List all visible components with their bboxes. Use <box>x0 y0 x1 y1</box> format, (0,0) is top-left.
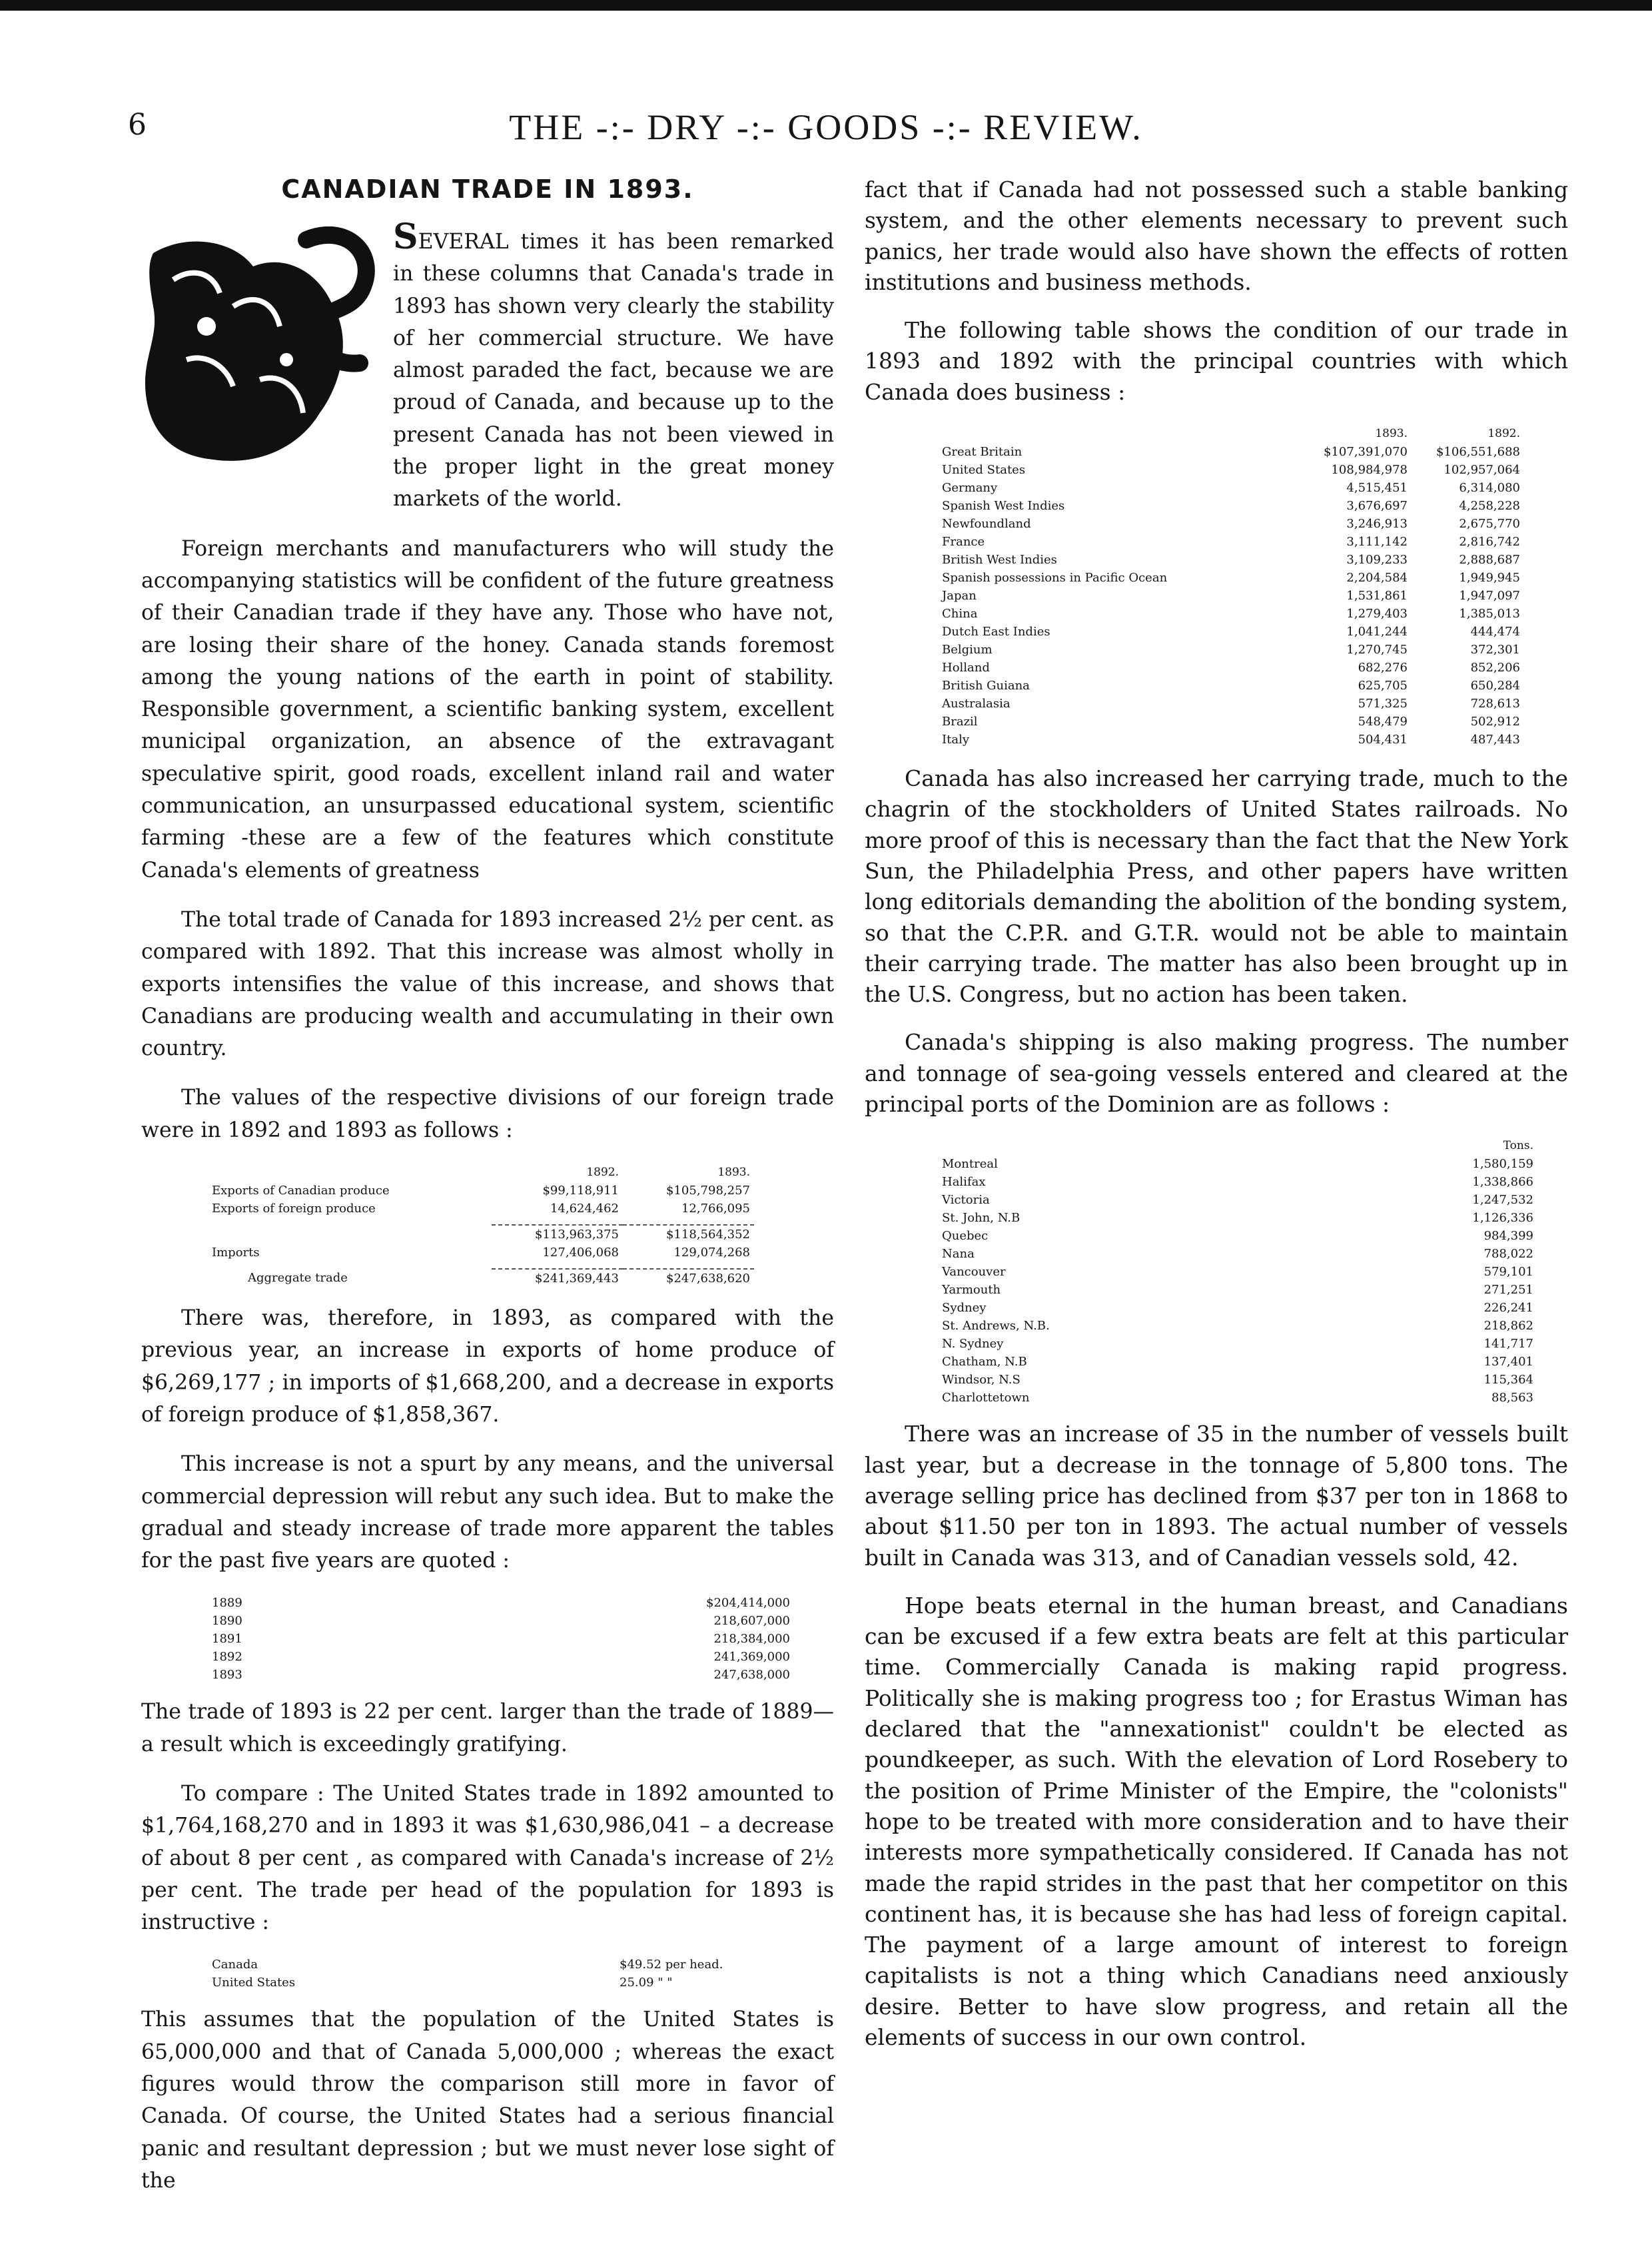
cell-value: 247,638,000 <box>713 1668 790 1683</box>
table-row <box>938 443 1524 461</box>
table-row <box>938 1371 1537 1389</box>
row-label: United States <box>942 463 1026 478</box>
column-year-1893: 1893. <box>1375 427 1408 441</box>
cell-value: 984,399 <box>1483 1229 1533 1244</box>
cell-value: 218,384,000 <box>713 1632 790 1647</box>
row-label: Yarmouth <box>942 1283 1001 1298</box>
paragraph-6: This increase is not a spurt by any means, and the universal commercial depression will rebut any such idea. But to make the gradual and steady increase of trade more apparent the tables for the past five years are quoted : <box>141 1452 834 1573</box>
cell-value: 3,109,233 <box>1346 553 1408 567</box>
page-number: 6 <box>128 108 147 142</box>
countries-trade-table <box>938 425 1524 749</box>
cell-value: 1,270,745 <box>1346 643 1408 657</box>
row-label: Aggregate trade <box>248 1271 348 1286</box>
cell-value: 226,241 <box>1483 1301 1533 1315</box>
cell-value: 1,279,403 <box>1346 607 1408 621</box>
column-year-1893: 1893. <box>717 1166 750 1180</box>
publication-header: THE -:- DRY -:- GOODS -:- REVIEW. <box>509 107 1143 147</box>
cell-value: $99,118,911 <box>542 1184 619 1198</box>
row-label: 1889 <box>212 1596 242 1611</box>
column-year-1892: 1892. <box>1487 427 1520 441</box>
row-label: Newfoundland <box>942 517 1031 532</box>
cell-value: 2,888,687 <box>1459 553 1520 567</box>
table-row <box>938 1209 1537 1227</box>
row-label: Imports <box>212 1246 260 1260</box>
table-row <box>208 1666 794 1684</box>
table-row <box>208 1956 794 1974</box>
aggregate-row <box>208 1269 754 1288</box>
cell-value: 1,041,244 <box>1346 625 1408 639</box>
row-label: St. Andrews, N.B. <box>942 1319 1050 1333</box>
paragraph-4: The values of the respective divisions of our foreign trade were in 1892 and 1893 as follows : <box>141 1086 834 1142</box>
table-row <box>208 1182 754 1200</box>
drop-cap-letter: S <box>393 216 418 257</box>
imports-row <box>208 1244 754 1262</box>
row-label: 1890 <box>212 1614 242 1629</box>
row-label: Australasia <box>942 697 1011 711</box>
cell-value: $105,798,257 <box>666 1184 750 1198</box>
row-label: Germany <box>942 481 998 496</box>
cell-value: 88,563 <box>1491 1391 1533 1405</box>
row-label: Exports of Canadian produce <box>212 1184 390 1198</box>
paragraph-7: The trade of 1893 is 22 per cent. larger than the trade of 1889—a result which is exceedingly gratifying. <box>141 1700 834 1756</box>
cell-value: 127,406,068 <box>542 1246 619 1260</box>
paragraph-13: Canada's shipping is also making progress. The number and tonnage of sea-going vessels entered and cleared at the principal ports of the Dominion are as follows : <box>865 1029 1568 1118</box>
cell-value: 852,206 <box>1470 661 1520 675</box>
table-row <box>938 461 1524 479</box>
left-column <box>141 175 834 2214</box>
table-row <box>938 569 1524 587</box>
cell-value: 2,816,742 <box>1459 535 1520 550</box>
row-label: Japan <box>942 589 977 603</box>
table-row <box>938 1191 1537 1209</box>
cell-value: 1,247,532 <box>1472 1193 1533 1208</box>
cell-value: 682,276 <box>1358 661 1408 675</box>
row-label: Vancouver <box>942 1265 1006 1280</box>
cell-value: 444,474 <box>1470 625 1520 639</box>
table-row <box>208 1648 794 1666</box>
table-row <box>938 1299 1537 1317</box>
cell-value: 625,705 <box>1358 679 1408 693</box>
column-year-1892: 1892. <box>586 1166 619 1180</box>
cell-value: 14,624,462 <box>550 1202 619 1216</box>
table-row <box>938 479 1524 497</box>
row-label: Sydney <box>942 1301 987 1315</box>
table-header-row <box>208 1164 754 1182</box>
paragraph-3: The total trade of Canada for 1893 increased 2½ per cent. as compared with 1892. That this increase was almost wholly in exports intensifies the value of this increase, and shows that Canadians are producing wealth and accumulating in their own country. <box>141 907 834 1061</box>
paragraph-11: The following table shows the condition of our trade in 1893 and 1892 with the principal countries with which Canada does business : <box>865 317 1568 405</box>
table-row <box>208 1974 794 1992</box>
table-row <box>938 1263 1537 1281</box>
table-row <box>938 1353 1537 1371</box>
row-label: China <box>942 607 978 621</box>
cell-value: $247,638,620 <box>623 1269 754 1288</box>
table-row <box>938 695 1524 713</box>
table-row <box>208 1612 794 1630</box>
cell-value: 3,246,913 <box>1346 517 1408 532</box>
row-label: 1893 <box>212 1668 242 1683</box>
article-title: CANADIAN TRADE IN 1893. <box>281 175 694 204</box>
cell-value: 6,314,080 <box>1459 481 1520 496</box>
cell-value: 218,862 <box>1483 1319 1533 1333</box>
row-label: British West Indies <box>942 553 1057 567</box>
table-row <box>938 623 1524 641</box>
table-row <box>938 1281 1537 1299</box>
paragraph-2: Foreign merchants and manufacturers who will study the accompanying statistics will be confident of the future greatness of their Canadian trade if they have any. Those who have not, are losing their share of the honey. Canada stands foremost among the young nations of the earth in point of stability. Responsible government, a scientific banking system, excellent municipal organization, an absence of the extravagant speculative spirit, good roads, excellent inland rail and water communication, an unsurpassed educational system, scientific farming -these are a few of the features which constitute Canada's elements of greatness <box>141 536 834 883</box>
cell-value: $107,391,070 <box>1324 445 1408 460</box>
cell-value: 1,531,861 <box>1346 589 1408 603</box>
cell-value: 2,675,770 <box>1459 517 1520 532</box>
cell-value: $113,963,375 <box>492 1225 623 1244</box>
cell-value: $241,369,443 <box>492 1269 623 1288</box>
table-row <box>938 1335 1537 1353</box>
cell-value: 1,338,866 <box>1472 1175 1533 1190</box>
table-row <box>938 1227 1537 1245</box>
cell-value: 271,251 <box>1483 1283 1533 1298</box>
row-label: United States <box>212 1976 296 1990</box>
paragraph-14: There was an increase of 35 in the number of vessels built last year, but a decrease in the tonnage of 5,800 tons. The average selling price has declined from $37 per ton in 1868 to about $11.50 per ton in 1893. The actual number of vessels built in Canada was 313, and of Canadian vessels sold, 42. <box>865 1421 1568 1571</box>
subtotal-row <box>208 1225 754 1244</box>
row-label: Canada <box>212 1958 258 1972</box>
table-row <box>938 1173 1537 1191</box>
column-tons: Tons. <box>1503 1139 1533 1153</box>
cell-value: 141,717 <box>1483 1337 1533 1351</box>
cell-value: 12,766,095 <box>681 1202 750 1216</box>
row-label: Dutch East Indies <box>942 625 1050 639</box>
cell-value: 487,443 <box>1470 733 1520 747</box>
five-year-trade-table <box>208 1594 794 1684</box>
table-row <box>938 1245 1537 1263</box>
table-row <box>938 551 1524 569</box>
table-row <box>938 605 1524 623</box>
row-label: Exports of foreign produce <box>212 1202 376 1216</box>
table-row <box>208 1594 794 1612</box>
cell-value: 571,325 <box>1358 697 1408 711</box>
row-label: St. John, N.B <box>942 1211 1021 1226</box>
row-label: Nana <box>942 1247 975 1262</box>
row-label: Quebec <box>942 1229 989 1244</box>
paragraph-8: To compare : The United States trade in 1892 amounted to $1,764,168,270 and in 1893 it was $1,630,986,041 – a decrease of about 8 per cent , as compared with Canada's increase of 2½ per cent. The trade per head of the population for 1893 is instructive : <box>141 1781 834 1935</box>
row-label: Spanish West Indies <box>942 499 1065 514</box>
row-label: N. Sydney <box>942 1337 1004 1351</box>
cell-value: 650,284 <box>1470 679 1520 693</box>
paragraph-5: There was, therefore, in 1893, as compared with the previous year, an increase in exports of home produce of $6,269,177 ; in imports of $1,668,200, and a decrease in exports of foreign produce of $1,858,367. <box>141 1306 834 1427</box>
table-row <box>938 713 1524 731</box>
shipping-tonnage-table <box>938 1137 1537 1407</box>
paragraph-1 <box>141 216 834 516</box>
cell-value: $118,564,352 <box>623 1225 754 1244</box>
table-header-row <box>938 425 1524 443</box>
cell-value: 4,258,228 <box>1459 499 1520 514</box>
paragraph-10: fact that if Canada had not possessed such a stable banking system, and the other elements necessary to prevent such panics, her trade would also have shown the effects of rotten institutions and business methods. <box>865 177 1568 295</box>
row-label: Holland <box>942 661 990 675</box>
cell-value: 1,126,336 <box>1472 1211 1533 1226</box>
row-label: Charlottetown <box>942 1391 1030 1405</box>
row-label: France <box>942 535 985 550</box>
cell-value: 218,607,000 <box>713 1614 790 1629</box>
row-label: Brazil <box>942 715 978 729</box>
row-label: Halifax <box>942 1175 986 1190</box>
row-label: British Guiana <box>942 679 1030 693</box>
paragraph-15: Hope beats eternal in the human breast, and Canadians can be excused if a few extra beats are felt at this particular time. Commercially Canada is making rapid progress. Politically she is making progress too ; for Erastus Wiman has declared that the "annexationist" couldn't be elected as poundkeeper, as such. With the elevation of Lord Rosebery to the position of Prime Minister of the Empire, the "colonists" hope to be treated with more consideration and to have their interests more sympathetically considered. If Canada has not made the rapid strides in the past that her competitor on this continent has, it is because she has had less of foreign capital. The payment of a large amount of interest to foreign capitalists is not a thing which Canadians need anxiously desire. Better to have slow progress, and retain all the elements of success in our own control. <box>865 1592 1568 2050</box>
cell-value: 3,676,697 <box>1346 499 1408 514</box>
row-label: Windsor, N.S <box>942 1373 1021 1387</box>
cell-value: 241,369,000 <box>713 1650 790 1665</box>
row-label: 1891 <box>212 1632 242 1647</box>
table-row <box>938 731 1524 749</box>
page-top-border <box>0 0 1652 11</box>
cell-value: 25.09 " " <box>620 1976 673 1990</box>
cell-value: 728,613 <box>1470 697 1520 711</box>
row-label: Chatham, N.B <box>942 1355 1027 1369</box>
cell-value: 1,949,945 <box>1459 571 1520 585</box>
row-label: Spanish possessions in Pacific Ocean <box>942 571 1168 585</box>
cell-value: 1,385,013 <box>1459 607 1520 621</box>
cell-value: 788,022 <box>1483 1247 1533 1262</box>
ornamental-initial <box>133 226 381 480</box>
row-label: Belgium <box>942 643 993 657</box>
cell-value: 372,301 <box>1470 643 1520 657</box>
cell-value: 108,984,978 <box>1331 463 1408 478</box>
table-row <box>938 533 1524 551</box>
trade-divisions-table <box>208 1164 754 1288</box>
table-row <box>938 641 1524 659</box>
table-row <box>938 677 1524 695</box>
table-row <box>938 515 1524 533</box>
cell-value: 2,204,584 <box>1346 571 1408 585</box>
table-row <box>938 659 1524 677</box>
ornamental-initial-icon <box>133 226 381 480</box>
paragraph-1-text: EVERAL times it has been remarked in these columns that Canada's trade in 1893 has shown very clearly the stability of her commercial structure. We have almost paraded the fact, because we are proud of Canada, and because up to the present Canada has not been viewed in the proper light in the great money markets of the world. <box>393 230 834 512</box>
row-label: Montreal <box>942 1157 998 1172</box>
table-row <box>938 587 1524 605</box>
table-row <box>938 1317 1537 1335</box>
table-row <box>938 497 1524 515</box>
cell-value: $106,551,688 <box>1436 445 1520 460</box>
paragraph-9: This assumes that the population of the United States is 65,000,000 and that of Canada 5,000,000 ; whereas the exact figures would throw the comparison still more in favor of Canada. Of course, the United States had a serious financial panic and resultant depression ; but we must never lose sight of the <box>141 2008 834 2193</box>
cell-value: 504,431 <box>1358 733 1408 747</box>
cell-value: 3,111,142 <box>1346 535 1408 550</box>
right-column <box>865 175 1568 2070</box>
row-label: 1892 <box>212 1650 242 1665</box>
cell-value: 137,401 <box>1483 1355 1533 1369</box>
cell-value: 4,515,451 <box>1346 481 1408 496</box>
row-label: Great Britain <box>942 445 1023 460</box>
table-header-row <box>938 1137 1537 1155</box>
cell-value: 129,074,268 <box>673 1246 750 1260</box>
row-label: Italy <box>942 733 970 747</box>
cell-value: 502,912 <box>1470 715 1520 729</box>
cell-value: 579,101 <box>1483 1265 1533 1280</box>
table-row <box>208 1200 754 1218</box>
per-head-table <box>208 1956 794 1992</box>
cell-value: $49.52 per head. <box>620 1958 723 1972</box>
cell-value: 548,479 <box>1358 715 1408 729</box>
cell-value: 115,364 <box>1483 1373 1533 1387</box>
paragraph-12: Canada has also increased her carrying trade, much to the chagrin of the stockholders of United States railroads. No more proof of this is necessary than the fact that the New York Sun, the Philadelphia Press, and other papers have written long editorials demanding the abolition of the bonding system, so that the C.P.R. and G.T.R. would not be able to maintain their carrying trade. The matter has also been brought up in the U.S. Congress, but no action has been taken. <box>865 765 1568 1008</box>
table-row <box>208 1630 794 1648</box>
cell-value: 1,947,097 <box>1459 589 1520 603</box>
row-label: Victoria <box>942 1193 990 1208</box>
cell-value: $204,414,000 <box>706 1596 790 1611</box>
table-row <box>938 1389 1537 1407</box>
table-row <box>938 1155 1537 1173</box>
cell-value: 1,580,159 <box>1472 1157 1533 1172</box>
cell-value: 102,957,064 <box>1444 463 1520 478</box>
